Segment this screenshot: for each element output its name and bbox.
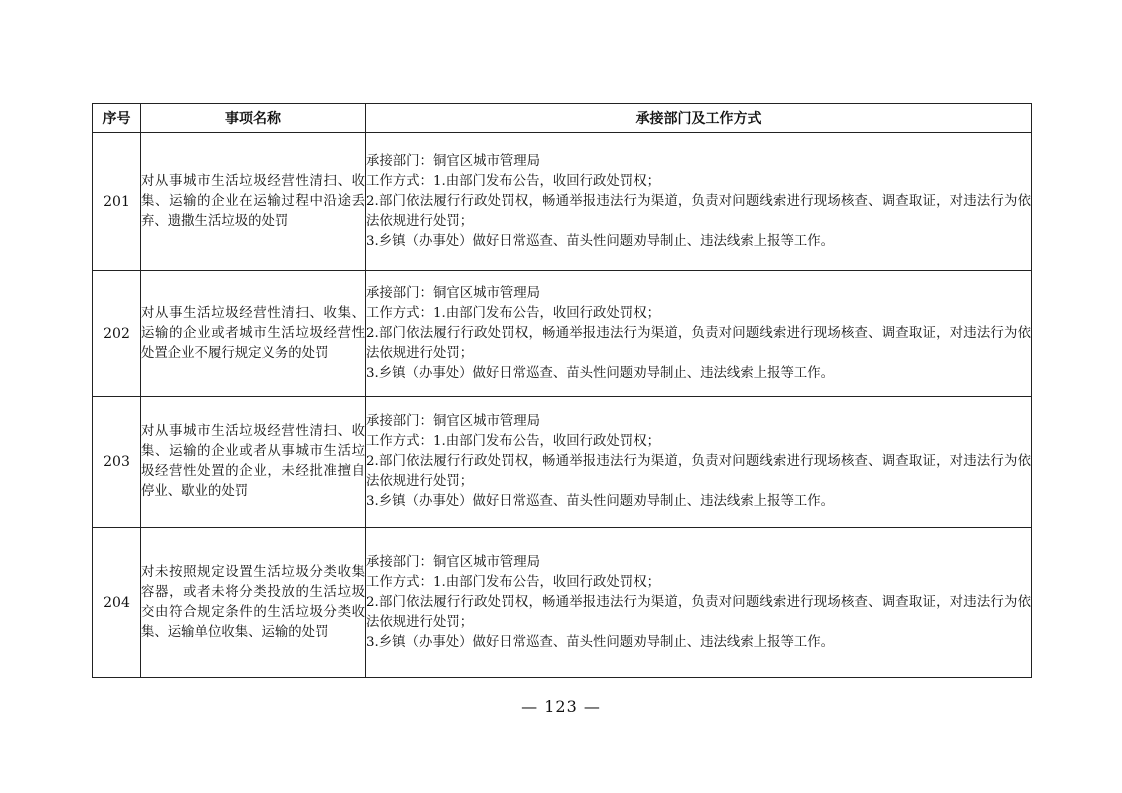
method-3: 3.乡镇（办事处）做好日常巡查、苗头性问题劝导制止、违法线索上报等工作。: [366, 494, 835, 509]
dept-method: [366, 271, 1032, 397]
header-seq: 序号: [93, 104, 141, 133]
method-2: 2.部门依法履行行政处罚权，畅通举报违法行为渠道，负责对问题线索进行现场核查、调查取证，对违法行为依法依规进行处罚；: [366, 454, 1031, 489]
table-row: [93, 528, 1032, 678]
method-2: 2.部门依法履行行政处罚权，畅通举报违法行为渠道，负责对问题线索进行现场核查、调查取证，对违法行为依法依规进行处罚；: [366, 594, 1031, 630]
matter-name: 对从事城市生活垃圾经营性清扫、收集、运输的企业或者从事城市生活垃圾经营性处置的企业，未经批准擅自停业、歇业的处罚: [141, 397, 366, 528]
matters-table: [92, 103, 1032, 678]
page-number: — 123 —: [521, 697, 601, 716]
matter-name: 对从事生活垃圾经营性清扫、收集、运输的企业或者城市生活垃圾经营性处置企业不履行规定义务的处罚: [141, 271, 366, 397]
method-3: 3.乡镇（办事处）做好日常巡查、苗头性问题劝导制止、违法线索上报等工作。: [366, 634, 835, 650]
dept-line: 承接部门：铜官区城市管理局: [366, 414, 541, 429]
method-1: 工作方式：1.由部门发布公告，收回行政处罚权；: [366, 574, 660, 590]
dept-line: 承接部门：铜官区城市管理局: [366, 554, 541, 570]
dept-line: 承接部门：铜官区城市管理局: [366, 285, 541, 301]
method-1: 工作方式：1.由部门发布公告，收回行政处罚权；: [366, 173, 660, 189]
row-number: 204: [93, 528, 141, 678]
dept-method: [366, 397, 1032, 528]
dept-method: [366, 133, 1032, 271]
method-3: 3.乡镇（办事处）做好日常巡查、苗头性问题劝导制止、违法线索上报等工作。: [366, 233, 835, 249]
table-row: [93, 133, 1032, 271]
table-row: [93, 397, 1032, 528]
dept-line: 承接部门：铜官区城市管理局: [366, 153, 541, 169]
dept-method: [366, 528, 1032, 678]
row-number: 202: [93, 271, 141, 397]
method-2: 2.部门依法履行行政处罚权，畅通举报违法行为渠道，负责对问题线索进行现场核查、调查取证，对违法行为依法依规进行处罚；: [366, 325, 1031, 361]
method-1: 工作方式：1.由部门发布公告，收回行政处罚权；: [366, 305, 660, 321]
matter-name: 对未按照规定设置生活垃圾分类收集容器，或者未将分类投放的生活垃圾交由符合规定条件的生活垃圾分类收集、运输单位收集、运输的处罚: [141, 528, 366, 678]
method-3: 3.乡镇（办事处）做好日常巡查、苗头性问题劝导制止、违法线索上报等工作。: [366, 365, 835, 381]
row-number: 201: [93, 133, 141, 271]
table-row: [93, 271, 1032, 397]
header-row: [93, 104, 1032, 133]
header-name: 事项名称: [141, 104, 366, 133]
method-2: 2.部门依法履行行政处罚权，畅通举报违法行为渠道，负责对问题线索进行现场核查、调查取证，对违法行为依法依规进行处罚；: [366, 193, 1031, 229]
matter-name: 对从事城市生活垃圾经营性清扫、收集、运输的企业在运输过程中沿途丢弃、遗撒生活垃圾的处罚: [141, 133, 366, 271]
method-1: 工作方式：1.由部门发布公告，收回行政处罚权；: [366, 434, 660, 449]
row-number: 203: [93, 397, 141, 528]
header-dept: 承接部门及工作方式: [366, 104, 1032, 133]
